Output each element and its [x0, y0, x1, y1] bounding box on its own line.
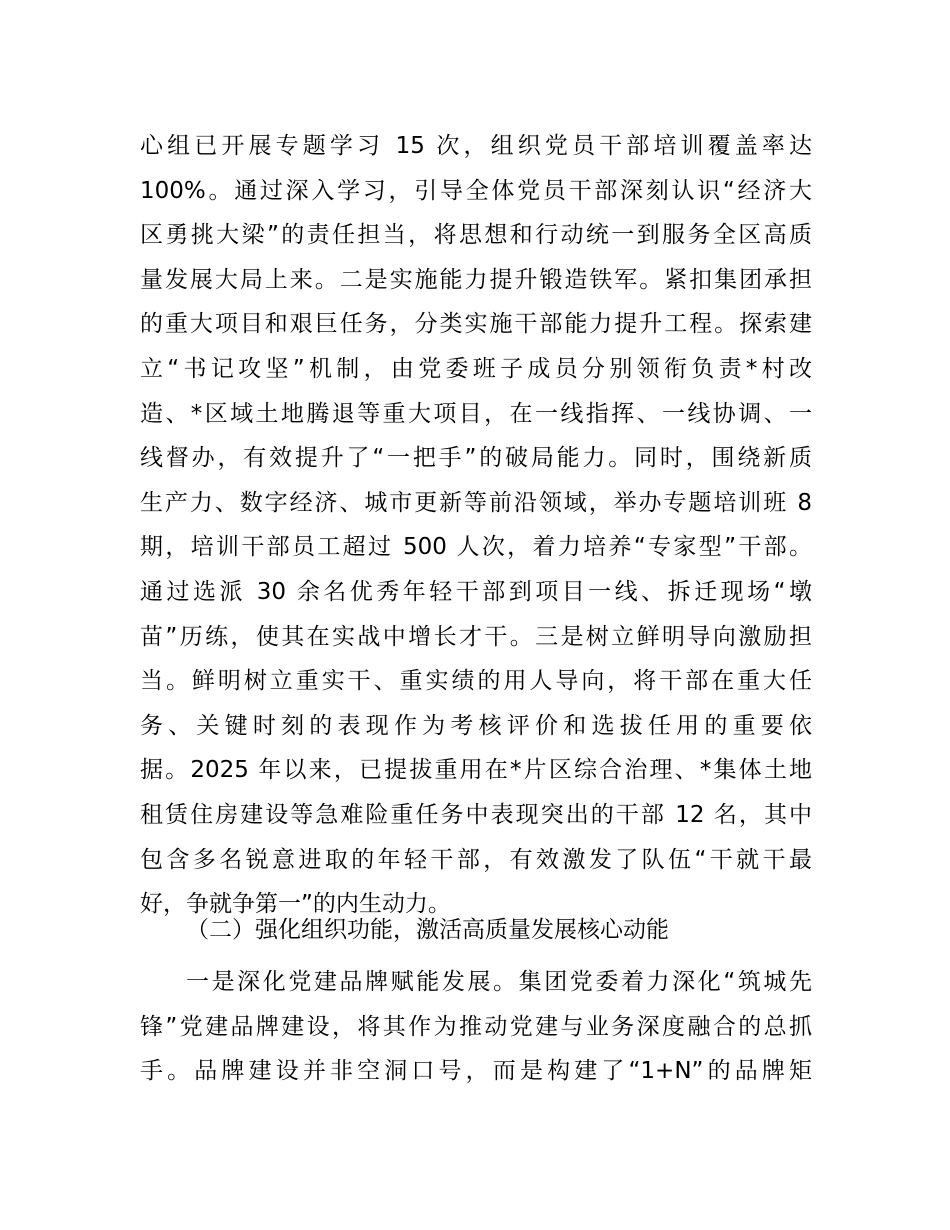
- text-line: 的重大项目和艰巨任务，分类实施干部能力提升工程。探索建: [140, 311, 812, 338]
- text-line: 当。鲜明树立重实干、重实绩的用人导向，将干部在重大任: [140, 668, 812, 695]
- body-paragraph: [140, 960, 812, 1094]
- text-line: 立“书记攻坚”机制，由党委班子成员分别领衔负责*村改: [140, 355, 812, 382]
- text-line: 一是深化党建品牌赋能发展。集团党委着力深化“筑城先: [186, 969, 812, 995]
- text-line: 苗”历练，使其在实战中增长才干。三是树立鲜明导向激励担: [140, 623, 812, 650]
- section-heading: （二）强化组织功能，激活高质量发展核心动能: [186, 917, 669, 943]
- text-line: 区勇挑大梁”的责任担当，将思想和行动统一到服务全区高质: [140, 222, 812, 249]
- text-line: 锋”党建品牌建设，将其作为推动党建与业务深度融合的总抓: [140, 1013, 812, 1040]
- text-line: 手。品牌建设并非空洞口号，而是构建了“1+N”的品牌矩: [140, 1058, 812, 1085]
- text-line: 造、*区域土地腾退等重大项目，在一线指挥、一线协调、一: [140, 400, 812, 427]
- text-line: 100%。通过深入学习，引导全体党员干部深刻认识“经济大: [140, 177, 812, 204]
- text-line: 生产力、数字经济、城市更新等前沿领域，举办专题培训班 8: [140, 489, 812, 516]
- text-line: 务、关键时刻的表现作为考核评价和选拔任用的重要依: [140, 712, 812, 739]
- text-line: 心组已开展专题学习 15 次，组织党员干部培训覆盖率达: [140, 133, 812, 159]
- text-line: 租赁住房建设等急难险重任务中表现突出的干部 12 名，其中: [140, 801, 812, 828]
- text-line: 通过选派 30 余名优秀年轻干部到项目一线、拆迁现场“墩: [140, 578, 812, 605]
- text-line: 据。2025 年以来，已提拔重用在*片区综合治理、*集体土地: [140, 757, 812, 784]
- text-line: 量发展大局上来。二是实施能力提升锻造铁军。紧扣集团承担: [140, 266, 812, 293]
- text-line: 线督办，有效提升了“一把手”的破局能力。同时，围绕新质: [140, 445, 812, 472]
- text-line: 包含多名锐意进取的年轻干部，有效激发了队伍“干就干最: [140, 846, 812, 873]
- text-line: 好，争就争第一”的内生动力。: [140, 891, 451, 918]
- body-paragraph: [140, 124, 812, 927]
- text-line: 期，培训干部员工超过 500 人次，着力培养“专家型”干部。: [140, 534, 812, 561]
